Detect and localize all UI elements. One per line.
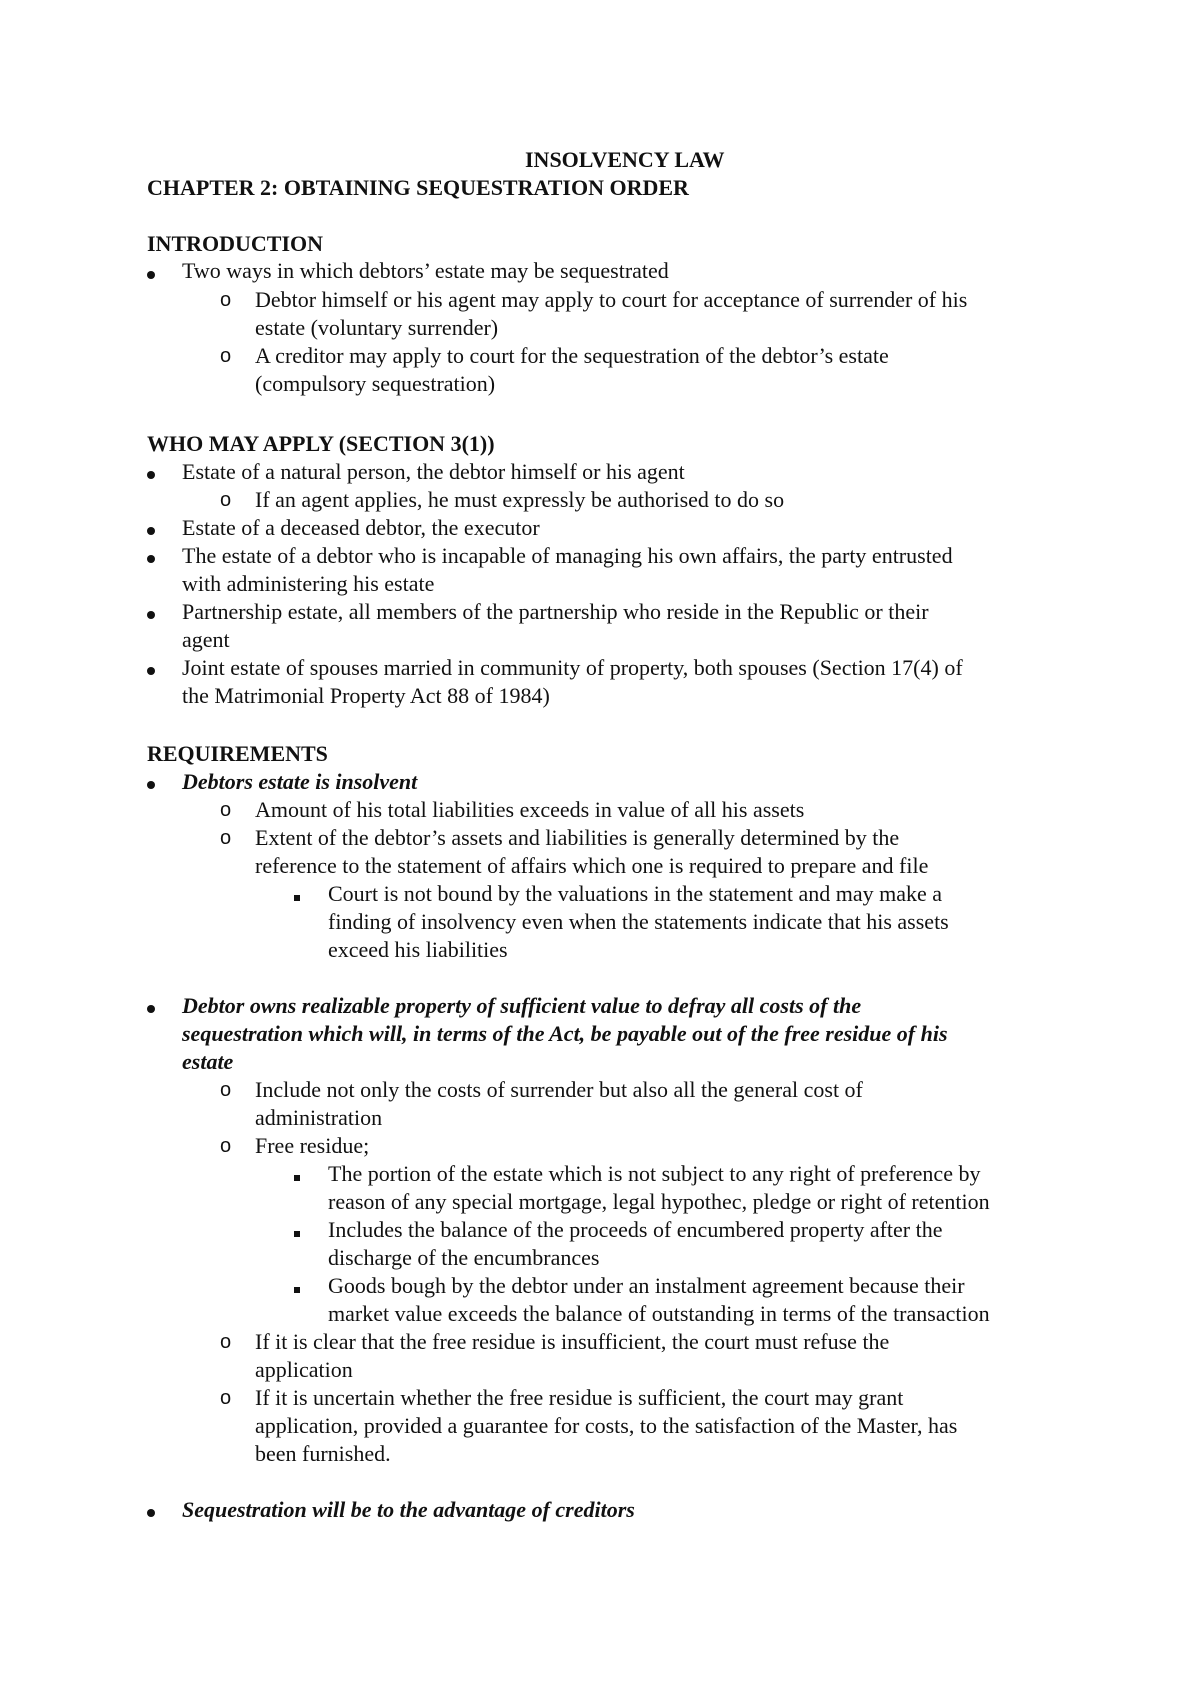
list-item: Debtor owns realizable property of sufficient value to defray all costs of the xyxy=(182,993,862,1018)
bullet-marker xyxy=(147,458,155,486)
list-item-cont: estate xyxy=(182,1049,234,1074)
sub-list-item-cont: application xyxy=(255,1357,353,1382)
list-item: Sequestration will be to the advantage of creditors xyxy=(182,1497,635,1522)
sub-list-item: Free residue; xyxy=(255,1133,370,1158)
sub-list-item-cont: reference to the statement of affairs which one is required to prepare and file xyxy=(255,853,929,878)
square-bullet-marker xyxy=(294,880,300,908)
square-bullet-marker xyxy=(294,1160,300,1188)
sub-list-item-cont: (compulsory sequestration) xyxy=(255,371,496,396)
bullet-marker xyxy=(147,1496,155,1524)
list-item: Debtors estate is insolvent xyxy=(182,769,418,794)
section-heading-introduction: INTRODUCTION xyxy=(147,231,324,256)
sub-bullet-marker: o xyxy=(220,1079,232,1101)
bullet-marker xyxy=(147,768,155,796)
sub-list-item: If it is clear that the free residue is insufficient, the court must refuse the xyxy=(255,1329,890,1354)
document-title: INSOLVENCY LAW xyxy=(525,147,725,172)
section-heading-who-may-apply: WHO MAY APPLY (SECTION 3(1)) xyxy=(147,431,495,456)
sub-bullet-marker: o xyxy=(220,345,232,367)
sub-bullet-marker: o xyxy=(220,1135,232,1157)
sub-sub-list-item: The portion of the estate which is not subject to any right of preference by xyxy=(328,1161,981,1186)
sub-sub-list-item: Court is not bound by the valuations in the statement and may make a xyxy=(328,881,943,906)
chapter-title: CHAPTER 2: OBTAINING SEQUESTRATION ORDER xyxy=(147,175,689,200)
sub-sub-list-item-cont: market value exceeds the balance of outstanding in terms of the transaction xyxy=(328,1301,990,1326)
list-item-cont: agent xyxy=(182,627,230,652)
list-item: Partnership estate, all members of the partnership who reside in the Republic or their xyxy=(182,599,929,624)
list-item: Two ways in which debtors’ estate may be sequestrated xyxy=(182,258,669,283)
list-item: Estate of a natural person, the debtor himself or his agent xyxy=(182,459,685,484)
list-item-cont: sequestration which will, in terms of the Act, be payable out of the free residue of his xyxy=(182,1021,948,1046)
sub-list-item-cont: been furnished. xyxy=(255,1441,391,1466)
sub-list-item: Debtor himself or his agent may apply to court for acceptance of surrender of his xyxy=(255,287,968,312)
bullet-marker xyxy=(147,598,155,626)
sub-list-item: Extent of the debtor’s assets and liabilities is generally determined by the xyxy=(255,825,900,850)
sub-sub-list-item-cont: reason of any special mortgage, legal hypothec, pledge or right of retention xyxy=(328,1189,990,1214)
bullet-marker xyxy=(147,654,155,682)
sub-sub-list-item: Includes the balance of the proceeds of encumbered property after the xyxy=(328,1217,943,1242)
sub-sub-list-item: Goods bough by the debtor under an instalment agreement because their xyxy=(328,1273,965,1298)
sub-list-item: Include not only the costs of surrender but also all the general cost of xyxy=(255,1077,863,1102)
sub-sub-list-item-cont: discharge of the encumbrances xyxy=(328,1245,600,1270)
sub-bullet-marker: o xyxy=(220,1331,232,1353)
list-item: The estate of a debtor who is incapable of managing his own affairs, the party entrusted xyxy=(182,543,953,568)
sub-bullet-marker: o xyxy=(220,799,232,821)
sub-sub-list-item-cont: exceed his liabilities xyxy=(328,937,508,962)
sub-list-item: Amount of his total liabilities exceeds in value of all his assets xyxy=(255,797,805,822)
sub-bullet-marker: o xyxy=(220,1387,232,1409)
sub-list-item-cont: application, provided a guarantee for costs, to the satisfaction of the Master, has xyxy=(255,1413,958,1438)
sub-list-item: A creditor may apply to court for the sequestration of the debtor’s estate xyxy=(255,343,889,368)
sub-list-item: If an agent applies, he must expressly be authorised to do so xyxy=(255,487,785,512)
bullet-marker xyxy=(147,258,155,286)
square-bullet-marker xyxy=(294,1216,300,1244)
sub-bullet-marker: o xyxy=(220,489,232,511)
sub-list-item-cont: estate (voluntary surrender) xyxy=(255,315,499,340)
sub-bullet-marker: o xyxy=(220,827,232,849)
list-item-cont: the Matrimonial Property Act 88 of 1984) xyxy=(182,683,550,708)
bullet-marker xyxy=(147,992,155,1020)
bullet-marker xyxy=(147,514,155,542)
list-item: Estate of a deceased debtor, the executor xyxy=(182,515,540,540)
bullet-marker xyxy=(147,542,155,570)
square-bullet-marker xyxy=(294,1272,300,1300)
sub-list-item: If it is uncertain whether the free residue is sufficient, the court may grant xyxy=(255,1385,904,1410)
sub-bullet-marker: o xyxy=(220,289,232,311)
list-item-cont: with administering his estate xyxy=(182,571,435,596)
list-item: Joint estate of spouses married in community of property, both spouses (Section 17(4) of xyxy=(182,655,963,680)
sub-list-item-cont: administration xyxy=(255,1105,383,1130)
section-heading-requirements: REQUIREMENTS xyxy=(147,741,328,766)
sub-sub-list-item-cont: finding of insolvency even when the statements indicate that his assets xyxy=(328,909,949,934)
